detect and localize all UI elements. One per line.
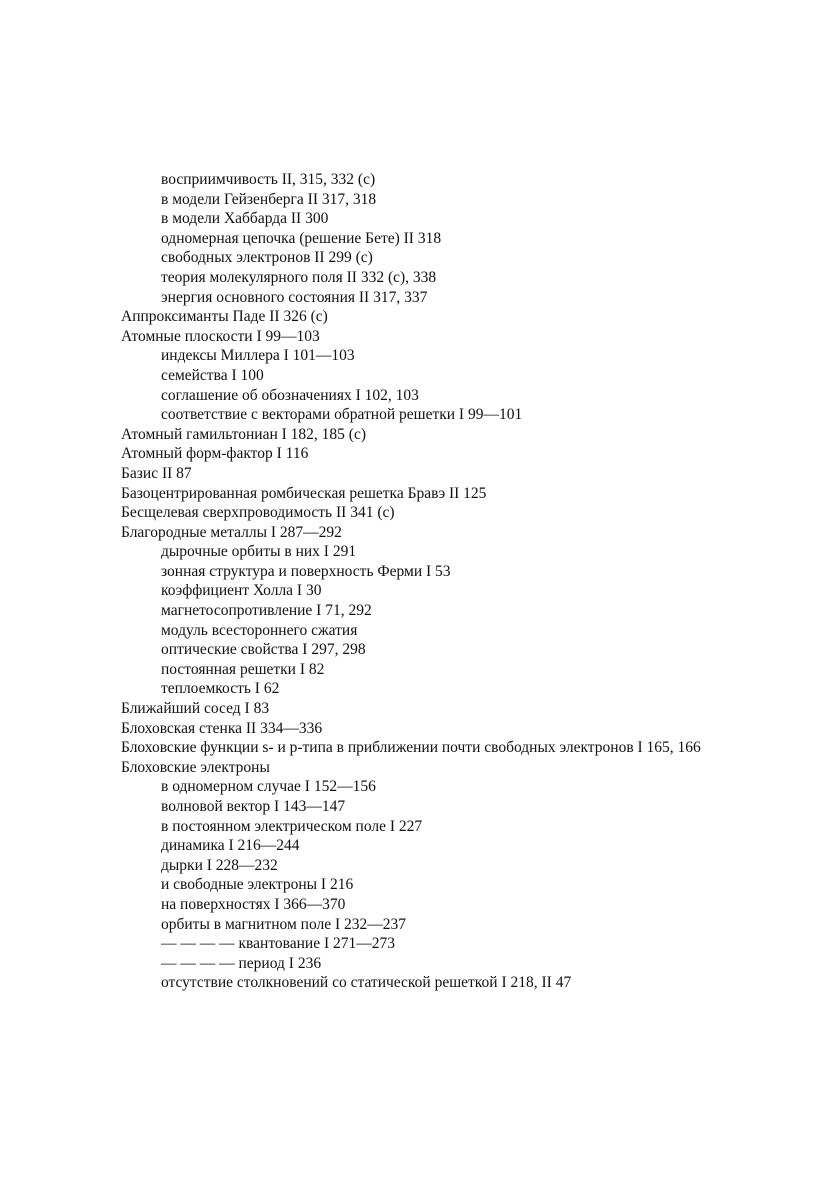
index-entry: Базис II 87 [121, 464, 192, 482]
index-subentry: одномерная цепочка (решение Бете) II 318 [161, 229, 442, 247]
index-subentry: в модели Гейзенберга II 317, 318 [161, 190, 377, 208]
index-subentry: волновой вектор I 143—147 [161, 798, 346, 815]
index-subentry: свободных электронов II 299 (с) [161, 249, 373, 267]
index-subentry: соответствие с векторами обратной решетки I 99—101 [161, 406, 523, 424]
index-entry: Блоховские функции s- и p-типа в приближении почти свободных электронов I 165, 166 [121, 739, 701, 757]
index-subentry: теория молекулярного поля II 332 (с), 338 [161, 268, 437, 286]
index-subentry: в постоянном электрическом поле I 227 [161, 817, 423, 835]
index-entry: Блоховские электроны [121, 758, 270, 776]
index-subentry: — — — — квантование I 271—273 [161, 935, 396, 953]
index-entry: Блоховская стенка II 334—336 [121, 719, 323, 737]
index-entry: Аппроксиманты Паде II 326 (с) [121, 308, 328, 326]
index-subentry: зонная структура и поверхность Ферми I 53 [161, 562, 451, 580]
index-subentry: динамика I 216—244 [161, 837, 300, 855]
index-subentry: в модели Хаббарда II 300 [161, 210, 329, 228]
index-subentry: магнетосопротивление I 71, 292 [161, 602, 372, 620]
index-subentry: постоянная решетки I 82 [161, 660, 325, 678]
index-subentry: на поверхностях I 366—370 [161, 895, 346, 913]
index-entry: Бесщелевая сверхпроводимость II 341 (с) [121, 504, 395, 522]
index-entry: Атомные плоскости I 99—103 [121, 327, 320, 345]
index-entry: Атомный форм-фактор I 116 [121, 445, 309, 463]
index-subentry: коэффициент Холла I 30 [161, 582, 322, 600]
index-subentry: теплоемкость I 62 [161, 680, 280, 698]
index-subentry: семейства I 100 [161, 366, 264, 384]
index-subentry: оптические свойства I 297, 298 [161, 641, 366, 659]
index-entry: Ближайший сосед I 83 [121, 700, 270, 718]
subject-index [121, 170, 821, 993]
index-subentry: дырки I 228—232 [161, 856, 278, 874]
index-subentry: — — — — период I 236 [161, 954, 322, 972]
index-subentry: индексы Миллера I 101—103 [161, 347, 355, 365]
index-entry: Базоцентрированная ромбическая решетка Бравэ II 125 [121, 484, 487, 502]
index-entry: Атомный гамильтониан I 182, 185 (с) [121, 425, 367, 443]
index-subentry: и свободные электроны I 216 [161, 876, 354, 894]
index-subentry: отсутствие столкновений со статической решеткой I 218, II 47 [161, 974, 572, 992]
index-subentry: в одномерном случае I 152—156 [161, 778, 376, 796]
index-subentry: восприимчивость II, 315, 332 (с) [161, 171, 376, 188]
index-subentry: дырочные орбиты в них I 291 [161, 543, 357, 561]
index-subentry: орбиты в магнитном поле I 232—237 [161, 915, 407, 933]
index-subentry: энергия основного состояния II 317, 337 [161, 288, 428, 306]
index-entry: Благородные металлы I 287—292 [121, 523, 342, 541]
index-subentry: модуль всестороннего сжатия [161, 621, 358, 639]
index-subentry: соглашение об обозначениях I 102, 103 [161, 386, 419, 404]
